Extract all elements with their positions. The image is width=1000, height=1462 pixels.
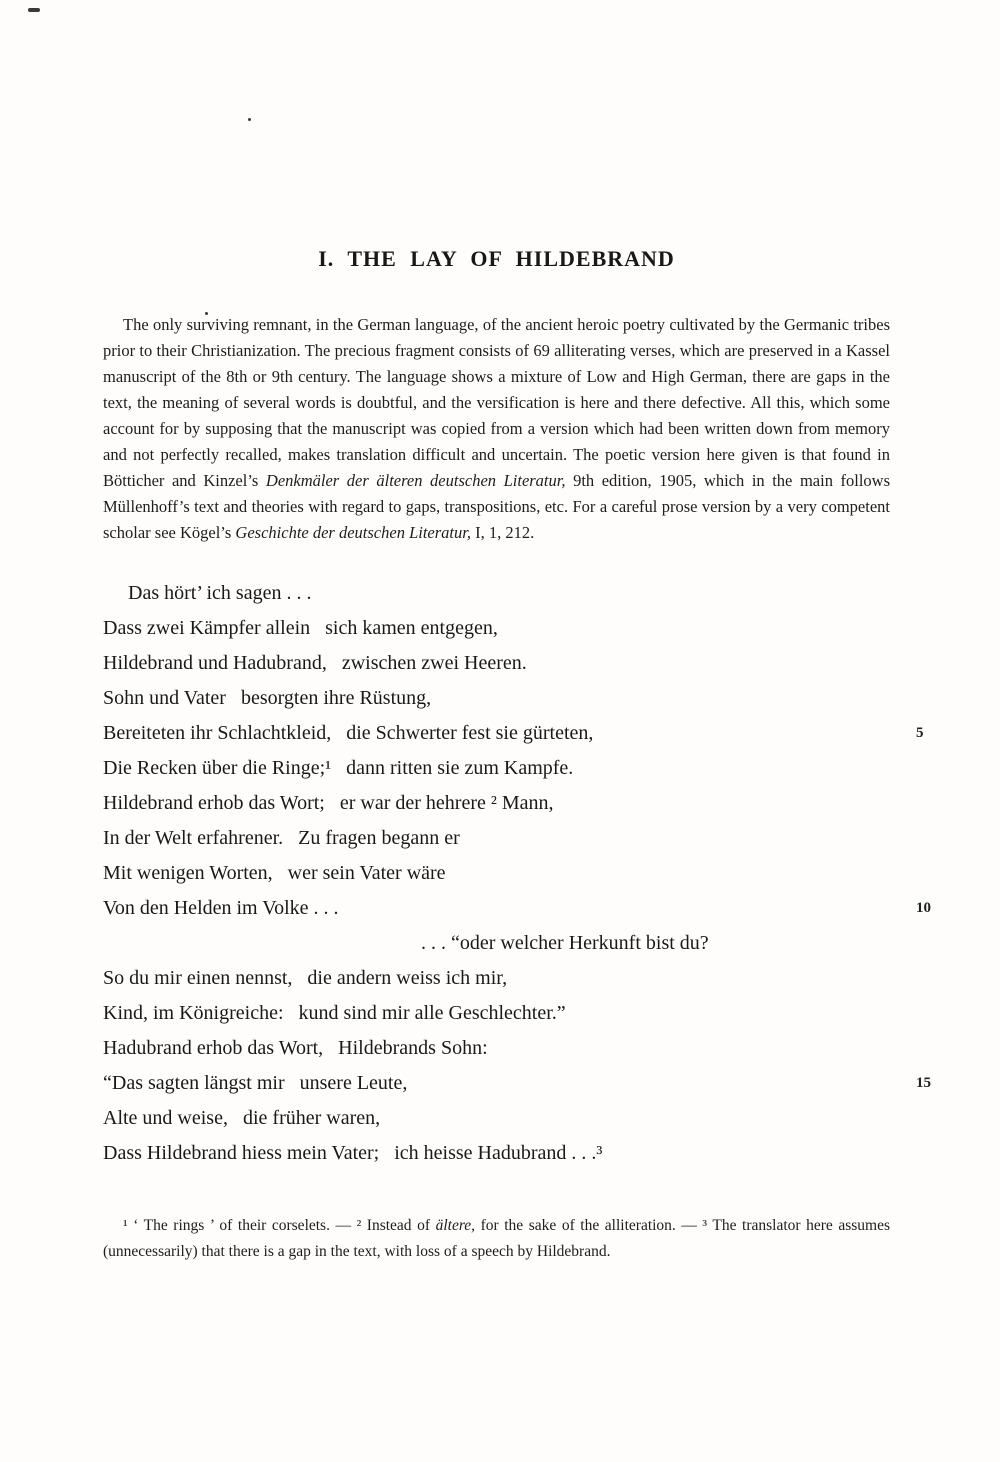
poem-line (103, 611, 890, 646)
poem-line-text: Hildebrand erhob das Wort; er war der hehrere ² Mann, (103, 792, 554, 814)
poem-line-text: So du mir einen nennst, die andern weiss ich mir, (103, 967, 508, 989)
scan-artifact (28, 8, 40, 12)
verse-line-number: 15 (916, 1075, 931, 1091)
poem-line-text: Das hört’ ich sagen . . . (128, 582, 312, 604)
poem-line-text: Die Recken über die Ringe;¹ dann ritten sie zum Kampfe. (103, 757, 574, 779)
poem-line (103, 996, 890, 1031)
poem-line (103, 926, 890, 961)
footnote-italic-word: ältere, (435, 1217, 476, 1234)
poem-line (103, 856, 890, 891)
poem-line (103, 891, 931, 926)
poem-line-text: Dass Hildebrand hiess mein Vater; ich heisse Hadubrand . . .³ (103, 1142, 603, 1164)
poem-line-text: . . . “oder welcher Herkunft bist du? (421, 932, 709, 954)
poem-line-text: Bereiteten ihr Schlachtkleid, die Schwerter fest sie gürteten, (103, 722, 594, 744)
poem-line (103, 751, 890, 786)
footnote-text-2: for the sake of the alliteration. — ³ The translator here assumes (unnecessarily) that there is a gap in the text, with loss of a speech by Hildebrand. (103, 1217, 890, 1260)
page-title: I. THE LAY OF HILDEBRAND (318, 246, 675, 271)
poem-line-text: Mit wenigen Worten, wer sein Vater wäre (103, 862, 446, 884)
intro-text-3: I, 1, 212. (470, 523, 535, 542)
poem-line (103, 1101, 890, 1136)
poem-line-text: Hadubrand erhob das Wort, Hildebrands Sohn: (103, 1037, 488, 1059)
poem-line (103, 1136, 890, 1171)
poem-line-text: “Das sagten längst mir unsere Leute, (103, 1072, 408, 1094)
poem-line (103, 1031, 890, 1066)
poem-line (103, 1066, 931, 1101)
page-content (103, 0, 931, 1281)
poem-line (103, 716, 924, 751)
poem-line (103, 681, 890, 716)
intro-paragraph (103, 312, 890, 546)
poem-line (103, 646, 890, 681)
intro-text-2: 9th edition, 1905, which in the main follows Müllenhoff’s text and theories with regard to gaps, transpositions, etc. For a careful prose version by a very competent scholar see Kögel’s (103, 471, 891, 542)
intro-text-1: The only surviving remnant, in the German language, of the ancient heroic poetry cultivated by the Germanic tribes prior to their Christianization. The precious fragment consists of 69 alliterating verses, which are preserved in a Kassel manuscript of the 8th or 9th century. The language shows a mixture of Low and High German, there are gaps in the text, the meaning of several words is doubtful, and the versification is here and there defective. All this, which some account for by supposing that the manuscript was copied from a version which had been written down from memory and not perfectly recalled, makes translation difficult and uncertain. The poetic version here given is that found in Bötticher and Kinzel’s (103, 315, 890, 490)
poem-line-text: Kind, im Königreiche: kund sind mir alle Geschlechter.” (103, 1002, 566, 1024)
poem-line (103, 961, 890, 996)
poem-line-text: In der Welt erfahrener. Zu fragen begann er (103, 827, 460, 849)
poem-line-text: Sohn und Vater besorgten ihre Rüstung, (103, 687, 432, 709)
poem-line (103, 821, 890, 856)
poem-line-text: Von den Helden im Volke . . . (103, 897, 339, 919)
footnote-text-1: ¹ ‘ The rings ’ of their corselets. — ² Instead of (123, 1217, 436, 1234)
poem (103, 576, 931, 1171)
intro-book-title-2: Geschichte der deutschen Literatur, (235, 523, 471, 542)
poem-line (103, 786, 890, 821)
poem-line-text: Alte und weise, die früher waren, (103, 1107, 381, 1129)
intro-book-title-1: Denkmäler der älteren deutschen Literatur, (265, 471, 566, 490)
verse-line-number: 5 (916, 725, 924, 741)
footnotes-paragraph (103, 1213, 890, 1265)
poem-line-text: Dass zwei Kämpfer allein sich kamen entgegen, (103, 617, 498, 639)
poem-line-text: Hildebrand und Hadubrand, zwischen zwei Heeren. (103, 652, 527, 674)
poem-line (103, 576, 890, 611)
verse-line-number: 10 (916, 900, 931, 916)
